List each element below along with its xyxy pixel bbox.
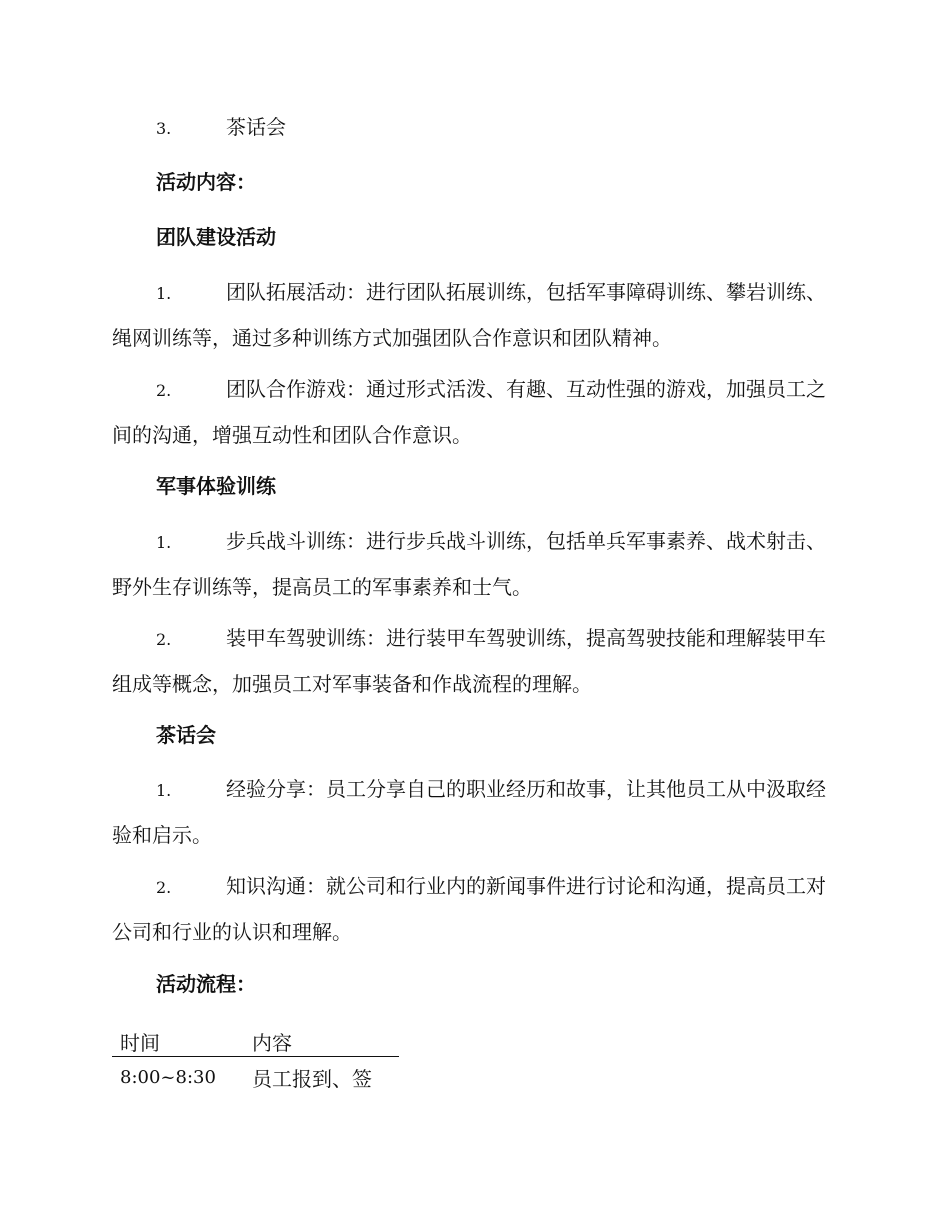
section-title-tea-party: 茶话会 — [156, 723, 216, 747]
list-item — [112, 616, 834, 706]
list-item — [112, 270, 834, 360]
list-text: 经验分享：员工分享自己的职业经历和故事，让其他员工从中汲取经验和启示。 — [112, 777, 826, 847]
list-number: 1. — [156, 284, 172, 303]
list-item — [112, 767, 834, 857]
schedule-table — [112, 1026, 399, 1097]
list-item — [112, 519, 834, 609]
cell-time: 8:00~8:30 — [120, 1066, 216, 1088]
list-number: 2. — [156, 381, 172, 400]
table-header-row — [112, 1026, 399, 1057]
list-text: 知识沟通：就公司和行业内的新闻事件进行讨论和沟通，提高员工对公司和行业的认识和理解。 — [112, 874, 826, 944]
column-header-time: 时间 — [112, 1026, 244, 1057]
list-number: 2. — [156, 630, 172, 649]
list-text: 装甲车驾驶训练：进行装甲车驾驶训练，提高驾驶技能和理解装甲车组成等概念，加强员工对军事装备和作战流程的理解。 — [112, 626, 826, 696]
cell-content: 员工报到、签 — [252, 1066, 372, 1091]
list-number: 1. — [156, 781, 172, 800]
table-row — [112, 1057, 399, 1098]
list-number: 1. — [156, 533, 172, 552]
list-number: 2. — [156, 878, 172, 897]
heading-activity-content: 活动内容： — [156, 170, 256, 194]
column-header-content: 内容 — [244, 1026, 399, 1057]
list-item — [112, 864, 834, 954]
intro-list-item — [156, 112, 286, 144]
list-number: 3. — [156, 119, 172, 138]
section-title-team-building: 团队建设活动 — [156, 225, 276, 249]
section-title-military-training: 军事体验训练 — [156, 474, 276, 498]
list-item — [112, 367, 834, 457]
list-text: 茶话会 — [226, 115, 286, 139]
list-text: 步兵战斗训练：进行步兵战斗训练，包括单兵军事素养、战术射击、野外生存训练等，提高员工的军事素养和士气。 — [112, 529, 826, 599]
list-text: 团队合作游戏：通过形式活泼、有趣、互动性强的游戏，加强员工之间的沟通，增强互动性和团队合作意识。 — [112, 377, 826, 447]
heading-activity-process: 活动流程： — [156, 972, 256, 996]
list-text: 团队拓展活动：进行团队拓展训练，包括军事障碍训练、攀岩训练、绳网训练等，通过多种训练方式加强团队合作意识和团队精神。 — [112, 280, 826, 350]
